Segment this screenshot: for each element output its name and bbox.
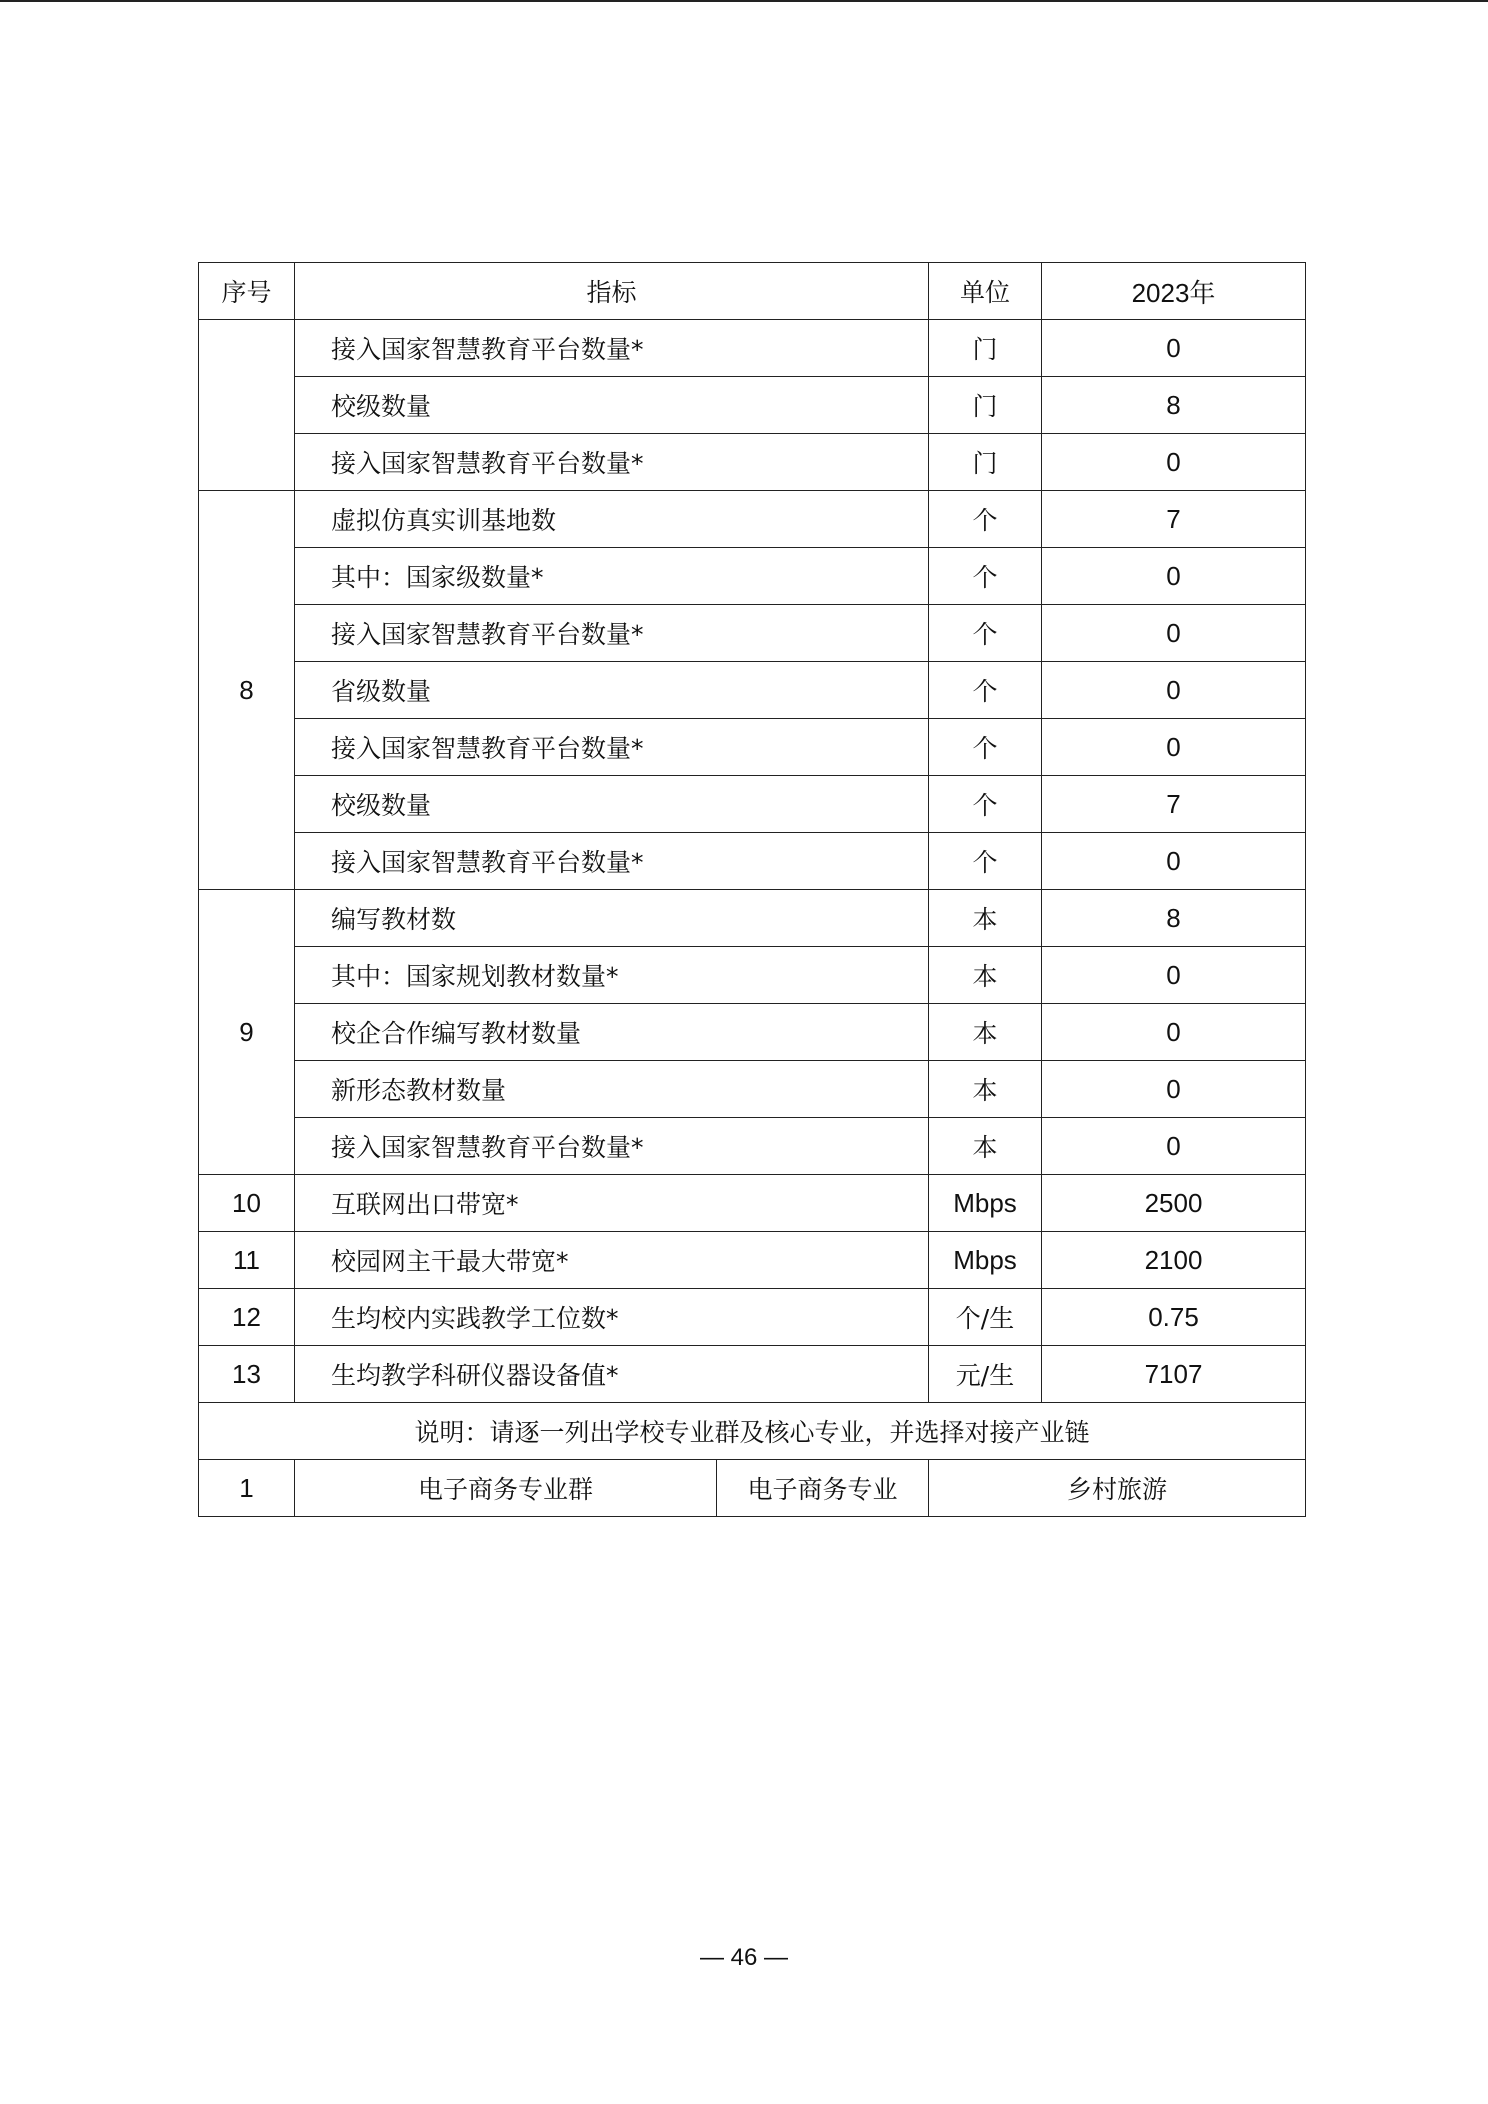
table-row <box>199 1061 1306 1118</box>
value-cell: 0 <box>1042 320 1306 377</box>
indicator-label: 接入国家智慧教育平台数量* <box>295 1118 929 1175</box>
indicator-label: 接入国家智慧教育平台数量* <box>295 833 929 890</box>
indicator-label: 其中：国家级数量* <box>295 548 929 605</box>
indicator-label: 省级数量 <box>295 662 929 719</box>
note-text: 说明：请逐一列出学校专业群及核心专业，并选择对接产业链 <box>199 1403 1306 1460</box>
header-unit: 单位 <box>929 263 1042 320</box>
unit-cell: 本 <box>929 1004 1042 1061</box>
table-row <box>199 947 1306 1004</box>
table-row <box>199 1004 1306 1061</box>
table-row <box>199 890 1306 947</box>
value-cell: 7 <box>1042 491 1306 548</box>
indicator-table-wrapper <box>198 262 1305 1517</box>
unit-cell: 本 <box>929 947 1042 1004</box>
value-cell: 0 <box>1042 833 1306 890</box>
indicator-label: 校级数量 <box>295 377 929 434</box>
note-row <box>199 1403 1306 1460</box>
indicator-label: 接入国家智慧教育平台数量* <box>295 320 929 377</box>
header-seq: 序号 <box>199 263 295 320</box>
unit-cell: 个/生 <box>929 1289 1042 1346</box>
table-row <box>199 320 1306 377</box>
table-header-row <box>199 263 1306 320</box>
industry-chain-cell: 乡村旅游 <box>929 1460 1306 1517</box>
table-row <box>199 776 1306 833</box>
value-cell: 0 <box>1042 947 1306 1004</box>
specialty-cluster-cell: 电子商务专业群 <box>295 1460 717 1517</box>
indicator-label: 互联网出口带宽* <box>295 1175 929 1232</box>
table-row <box>199 434 1306 491</box>
table-row <box>199 605 1306 662</box>
unit-cell: 门 <box>929 320 1042 377</box>
indicator-label: 编写教材数 <box>295 890 929 947</box>
value-cell: 8 <box>1042 890 1306 947</box>
value-cell: 8 <box>1042 377 1306 434</box>
unit-cell: Mbps <box>929 1175 1042 1232</box>
value-cell: 7107 <box>1042 1346 1306 1403</box>
unit-cell: 个 <box>929 662 1042 719</box>
table-row <box>199 1232 1306 1289</box>
unit-cell: 个 <box>929 605 1042 662</box>
header-year: 2023年 <box>1042 263 1306 320</box>
value-cell: 2100 <box>1042 1232 1306 1289</box>
unit-cell: 个 <box>929 833 1042 890</box>
indicator-label: 虚拟仿真实训基地数 <box>295 491 929 548</box>
value-cell: 0.75 <box>1042 1289 1306 1346</box>
unit-cell: 个 <box>929 548 1042 605</box>
table-row <box>199 1175 1306 1232</box>
value-cell: 0 <box>1042 719 1306 776</box>
indicator-label: 接入国家智慧教育平台数量* <box>295 605 929 662</box>
table-row <box>199 1118 1306 1175</box>
top-border-line <box>0 0 1488 2</box>
table-row <box>199 377 1306 434</box>
unit-cell: 门 <box>929 377 1042 434</box>
seq-cell: 8 <box>199 491 295 890</box>
table-row <box>199 719 1306 776</box>
value-cell: 2500 <box>1042 1175 1306 1232</box>
value-cell: 0 <box>1042 434 1306 491</box>
value-cell: 0 <box>1042 662 1306 719</box>
unit-cell: 个 <box>929 491 1042 548</box>
indicator-label: 接入国家智慧教育平台数量* <box>295 719 929 776</box>
indicator-label: 生均校内实践教学工位数* <box>295 1289 929 1346</box>
indicator-label: 生均教学科研仪器设备值* <box>295 1346 929 1403</box>
value-cell: 0 <box>1042 1004 1306 1061</box>
table-row <box>199 662 1306 719</box>
seq-cell: 9 <box>199 890 295 1175</box>
page-number: — 46 — <box>699 1944 789 1971</box>
indicator-label: 校企合作编写教材数量 <box>295 1004 929 1061</box>
indicator-label: 其中：国家规划教材数量* <box>295 947 929 1004</box>
table-row <box>199 1346 1306 1403</box>
seq-cell-empty <box>199 320 295 491</box>
table-row <box>199 1460 1306 1517</box>
value-cell: 0 <box>1042 1118 1306 1175</box>
value-cell: 0 <box>1042 1061 1306 1118</box>
unit-cell: 个 <box>929 719 1042 776</box>
seq-cell: 12 <box>199 1289 295 1346</box>
seq-cell: 10 <box>199 1175 295 1232</box>
seq-cell: 13 <box>199 1346 295 1403</box>
seq-cell: 11 <box>199 1232 295 1289</box>
indicator-label: 校园网主干最大带宽* <box>295 1232 929 1289</box>
indicator-table <box>198 262 1306 1517</box>
indicator-label: 新形态教材数量 <box>295 1061 929 1118</box>
table-row <box>199 1289 1306 1346</box>
unit-cell: 本 <box>929 1118 1042 1175</box>
unit-cell: 本 <box>929 1061 1042 1118</box>
core-major-cell: 电子商务专业 <box>717 1460 929 1517</box>
unit-cell: 本 <box>929 890 1042 947</box>
unit-cell: 个 <box>929 776 1042 833</box>
value-cell: 0 <box>1042 605 1306 662</box>
table-row <box>199 548 1306 605</box>
indicator-label: 校级数量 <box>295 776 929 833</box>
value-cell: 7 <box>1042 776 1306 833</box>
indicator-label: 接入国家智慧教育平台数量* <box>295 434 929 491</box>
unit-cell: Mbps <box>929 1232 1042 1289</box>
value-cell: 0 <box>1042 548 1306 605</box>
seq-cell: 1 <box>199 1460 295 1517</box>
unit-cell: 元/生 <box>929 1346 1042 1403</box>
table-row <box>199 491 1306 548</box>
table-row <box>199 833 1306 890</box>
header-indicator: 指标 <box>295 263 929 320</box>
unit-cell: 门 <box>929 434 1042 491</box>
